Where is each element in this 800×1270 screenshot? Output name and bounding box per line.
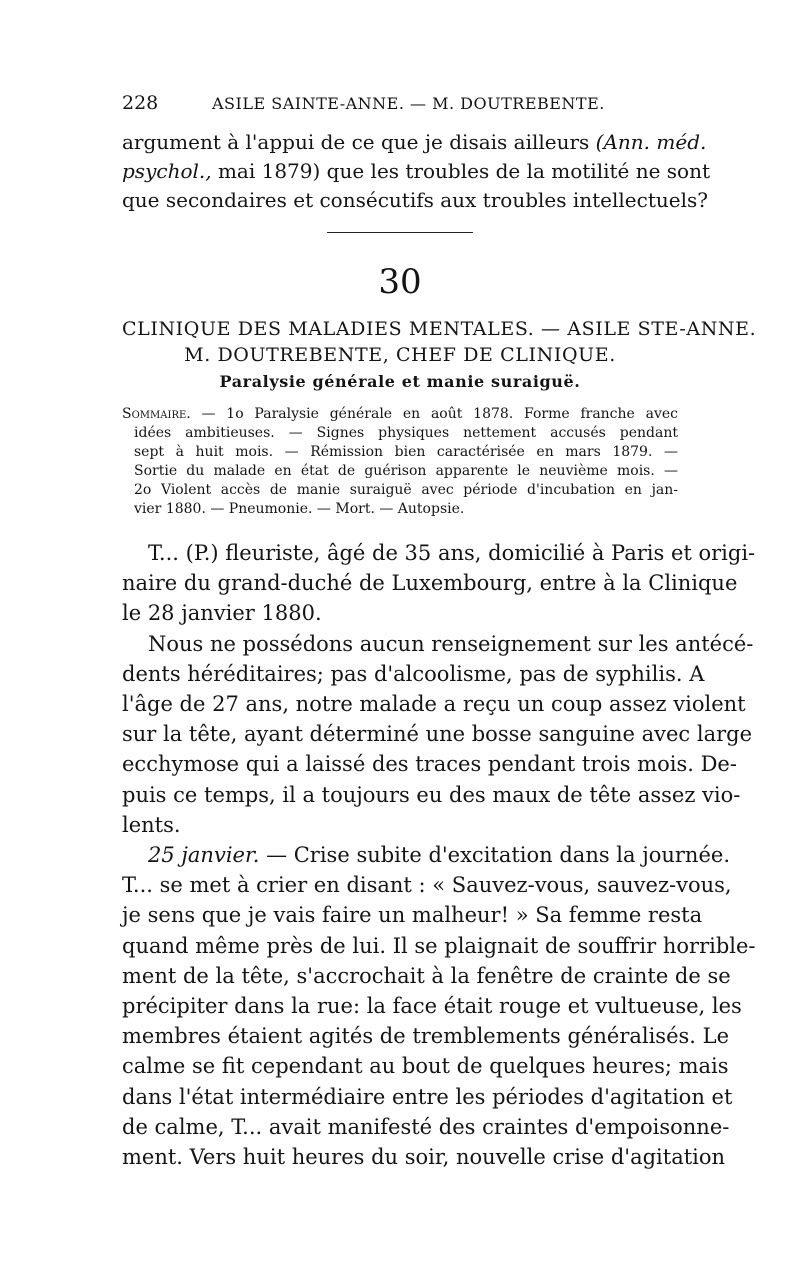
chapter-heading: [122, 316, 757, 368]
date-label: 25 janvier.: [148, 843, 260, 868]
body-text-span: — Crise subite d'excitation dans la journée.: [266, 843, 730, 868]
summary-line: Sortie du malade en état de guérison apparente le neuvième mois. —: [134, 463, 678, 479]
chapter-subtitle: Paralysie générale et manie suraiguë.: [219, 372, 581, 391]
summary-line: idées ambitieuses. — Signes physiques nettement accusés pendant: [134, 425, 678, 441]
intro-line: que secondaires et consécutifs aux troubles intellectuels?: [122, 188, 708, 212]
summary-line: vier 1880. — Pneumonie. — Mort. — Autopsie.: [134, 501, 465, 517]
separator-rule: [327, 232, 473, 233]
running-title: ASILE SAINTE-ANNE. — M. DOUTREBENTE.: [212, 94, 605, 113]
intro-text: argument à l'appui de ce que je disais ailleurs: [122, 130, 590, 154]
body-line: calme se fit cependant au bout de quelques heures; mais: [122, 1054, 729, 1079]
body-line: ment. Vers huit heures du soir, nouvelle crise d'agitation: [122, 1145, 726, 1170]
journal-reference: (Ann. méd.: [595, 130, 707, 154]
body-line: lents.: [122, 812, 181, 837]
chapter-number: 30: [378, 262, 422, 302]
body-line: quand même près de lui. Il se plaignait de souffrir horrible-: [122, 933, 756, 958]
body-line: dans l'état intermédiaire entre les périodes d'agitation et: [122, 1084, 733, 1109]
body-line: dents héréditaires; pas d'alcoolisme, pas de syphilis. A: [122, 661, 705, 686]
body-line: T... (P.) fleuriste, âgé de 35 ans, domicilié à Paris et origi-: [148, 541, 756, 565]
body-line: [122, 840, 730, 870]
body-line: membres étaient agités de tremblements généralisés. Le: [122, 1024, 730, 1049]
body-line: Nous ne possédons aucun renseignement sur les antécé-: [148, 631, 754, 656]
summary-label: Sommaire.: [122, 406, 191, 422]
summary-line: 2o Violent accès de manie suraiguë avec période d'incubation en jan-: [134, 482, 678, 498]
body-line: je sens que je vais faire un malheur! » Sa femme resta: [122, 903, 703, 928]
summary-text: — 1o Paralysie générale en août 1878. Forme franche avec: [201, 406, 678, 422]
body-line: T... se met à crier en disant : « Sauvez-vous, sauvez-vous,: [122, 873, 732, 898]
page-number: 228: [122, 92, 159, 114]
body-line: le 28 janvier 1880.: [122, 601, 322, 626]
body-line: sur la tête, ayant déterminé une bosse sanguine avec large: [122, 722, 753, 747]
body-line: naire du grand-duché de Luxembourg, entre à la Clinique: [122, 571, 738, 596]
summary-block: [122, 405, 678, 519]
running-head: [122, 92, 678, 116]
body-line: puis ce temps, il a toujours eu des maux de tête assez vio-: [122, 782, 741, 807]
intro-line: [122, 157, 711, 186]
heading-line: M. DOUTREBENTE, CHEF DE CLINIQUE.: [184, 344, 616, 366]
body-line: précipiter dans la rue: la face était rouge et vultueuse, les: [122, 994, 742, 1019]
intro-text: mai 1879) que les troubles de la motilité ne sont: [217, 159, 711, 183]
body-text: [122, 538, 756, 1172]
summary-line: sept à huit mois. — Rémission bien caractérisée en mars 1879. —: [134, 444, 678, 460]
body-line: ment de la tête, s'accrochait à la fenêtre de crainte de se: [122, 963, 731, 988]
body-line: de calme, T... avait manifesté des craintes d'empoisonne-: [122, 1114, 730, 1139]
summary-line: [122, 405, 678, 424]
body-line: l'âge de 27 ans, notre malade a reçu un coup assez violent: [122, 692, 746, 717]
intro-line: [122, 128, 707, 157]
intro-paragraph: [122, 128, 711, 215]
journal-reference: psychol.,: [122, 159, 212, 183]
heading-line: CLINIQUE DES MALADIES MENTALES. — ASILE STE-ANNE.: [122, 318, 757, 340]
body-line: ecchymose qui a laissé des traces pendant trois mois. De-: [122, 752, 737, 777]
